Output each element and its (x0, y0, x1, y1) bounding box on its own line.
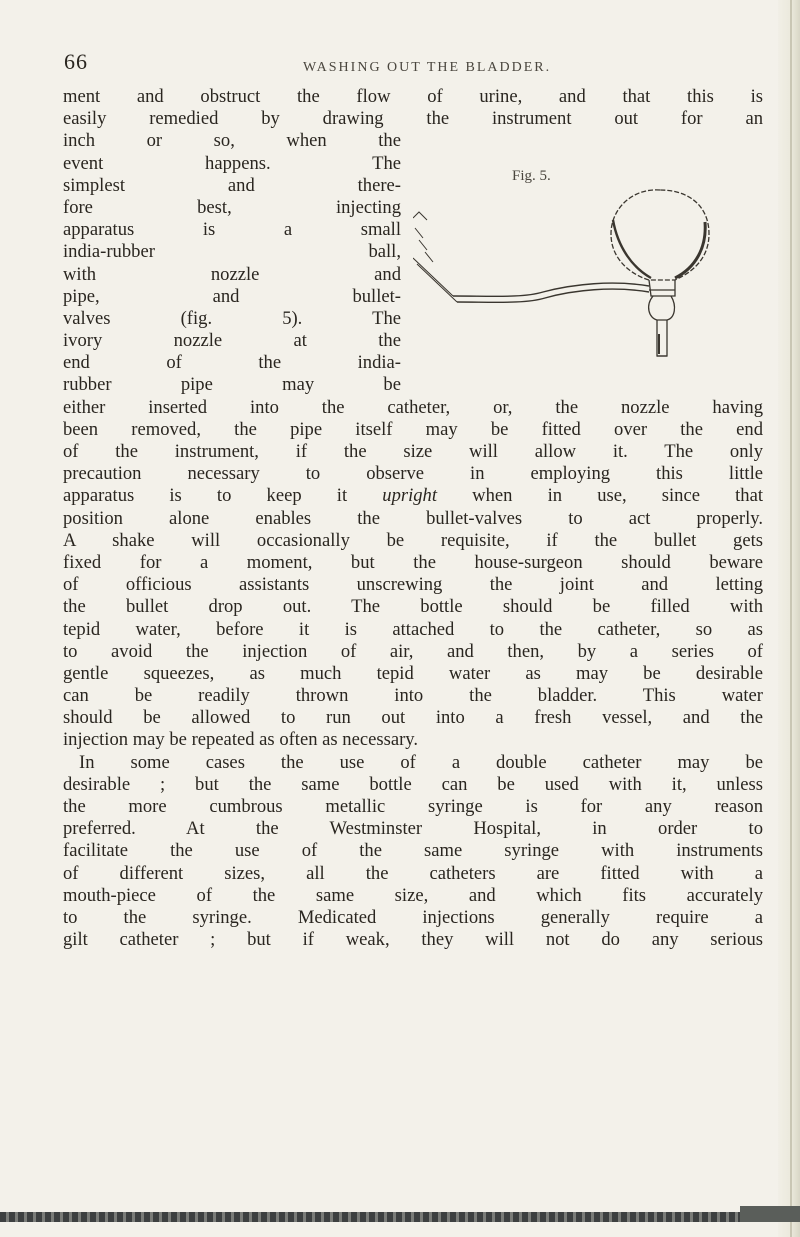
text-line: precaution necessary to observe in employing this little (63, 463, 763, 485)
text-line: fixed for a moment, but the house-surgeon should beware (63, 551, 763, 573)
text-line: gilt catheter ; but if weak, they will not do any serious (63, 929, 763, 951)
text-line: inch or so, when the (63, 130, 401, 152)
emphasis-upright: upright (382, 485, 438, 507)
text-line: In some cases the use of a double catheter may be (79, 751, 763, 773)
text-line: preferred. At the Westminster Hospital, in order to (63, 818, 763, 840)
text-line: of different sizes, all the catheters are fitted with a (63, 862, 763, 884)
text-line: pipe, and bullet- (63, 285, 401, 307)
text-line-with-emphasis (63, 485, 763, 507)
figure-caption: Fig. 5. (512, 168, 551, 184)
text-line: event happens. The (63, 152, 401, 174)
body-text (63, 86, 763, 951)
text-line: position alone enables the bullet-valves to act properly. (63, 507, 763, 529)
text-line: the more cumbrous metallic syringe is for any reason (63, 796, 763, 817)
text-line: apparatus is a small (63, 219, 401, 241)
text-line: mouth-piece of the same size, and which fits accurately (63, 884, 763, 906)
text-line: to avoid the injection of air, and then, by a series of (63, 640, 763, 662)
text-line: gentle squeezes, as much tepid water as may be desirable (63, 662, 763, 684)
page-number: 66 (64, 49, 88, 74)
text-line: simplest and there- (63, 174, 401, 196)
text-line: india-rubber ball, (63, 241, 401, 263)
text-line: either inserted into the catheter, or, the nozzle having (63, 396, 763, 418)
text-line: fore best, injecting (63, 196, 401, 218)
page-header (0, 49, 800, 79)
text-line: end of the india- (63, 352, 401, 374)
text-line: A shake will occasionally be requisite, if the bullet gets (63, 529, 763, 551)
text-line: with nozzle and (63, 263, 401, 285)
text-line: injection may be repeated as often as necessary. (63, 729, 419, 751)
text-line: been removed, the pipe itself may be fitted over the end (63, 418, 763, 440)
text-line: valves (fig. 5). The (63, 307, 401, 329)
text-line: ment and obstruct the flow of urine, and that this is (63, 86, 763, 107)
scan-bottom-edge (0, 1212, 800, 1222)
text-line: facilitate the use of the same syringe with instruments (63, 840, 763, 862)
text-line: should be allowed to run out into a fresh vessel, and the (63, 707, 763, 729)
text-line: the bullet drop out. The bottle should be filled with (63, 596, 763, 618)
text-fragment: when in use, since that (437, 485, 764, 507)
text-line: tepid water, before it is attached to the catheter, so as (63, 618, 763, 640)
text-line: of officious assistants unscrewing the joint and letting (63, 574, 763, 596)
text-line: rubber pipe may be (63, 374, 401, 396)
text-line: can be readily thrown into the bladder. This water (63, 685, 763, 707)
running-head: WASHING OUT THE BLADDER. (303, 60, 552, 75)
page-edge (778, 0, 800, 1237)
text-line: to the syringe. Medicated injections generally require a (63, 906, 763, 928)
text-line: easily remedied by drawing the instrument out for an (63, 108, 763, 130)
text-fragment: apparatus is to keep it (63, 485, 383, 507)
text-line: of the instrument, if the size will allow it. The only (63, 441, 763, 462)
text-line: ivory nozzle at the (63, 330, 401, 352)
text-line: desirable ; but the same bottle can be used with it, unless (63, 773, 763, 795)
